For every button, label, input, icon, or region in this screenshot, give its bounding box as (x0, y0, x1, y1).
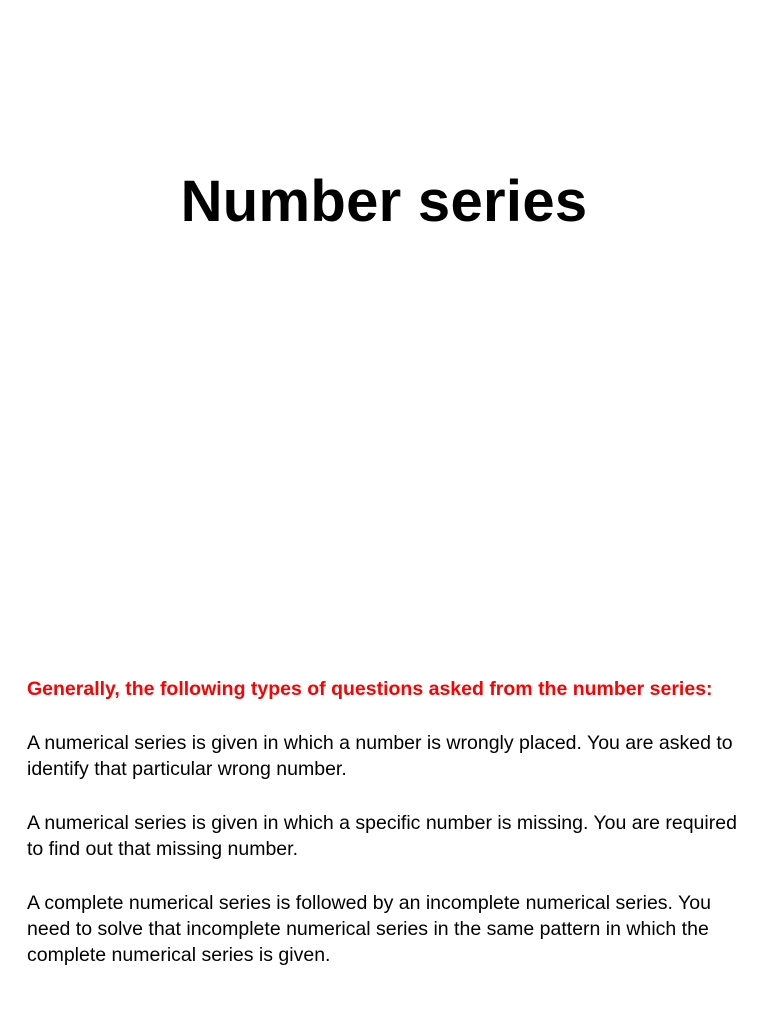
paragraph-wrong-number: A numerical series is given in which a number is wrongly placed. You are asked to identify that particular wrong number. (27, 732, 733, 780)
paragraph-incomplete-series: A complete numerical series is followed by an incomplete numerical series. You need to solve that incomplete numerical series in the same pattern in which the complete numerical series is given. (27, 892, 711, 966)
paragraph-missing-number: A numerical series is given in which a specific number is missing. You are required to find out that missing number. (27, 812, 737, 860)
slide-body (27, 676, 747, 996)
intro-text: Generally, the following types of questions asked from the number series: (27, 678, 713, 700)
slide-title: Number series (180, 169, 588, 234)
